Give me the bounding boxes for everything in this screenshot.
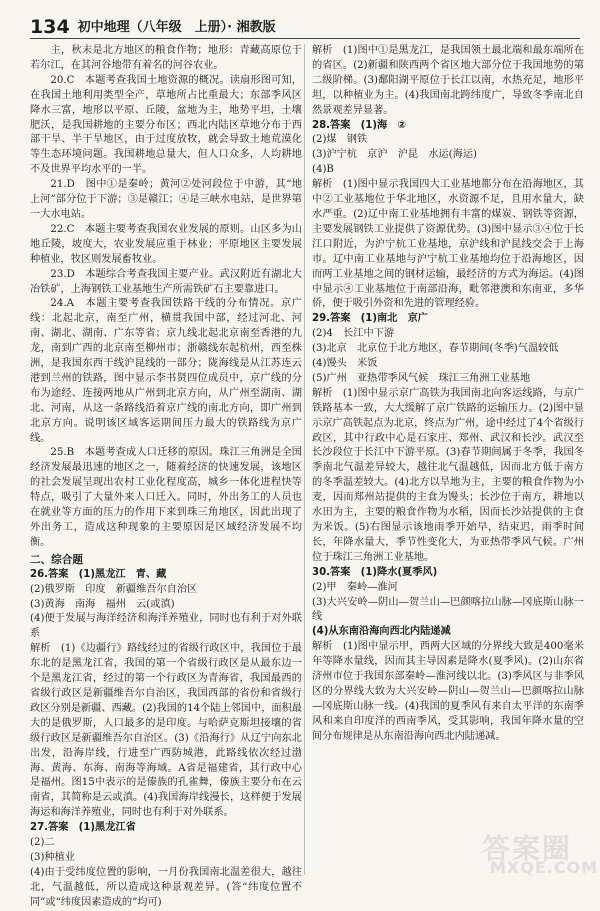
answer-26-analysis: 解析 (1)《边疆行》路线经过的省级行政区中，我国位于最东北的是黑龙江省，我国的第一个省级行政区是从最东边一个是黑龙江省，经过的第一个行政区为青海省，我国最西的省级行政区是新疆维吾尔自治区，我国西部的省份和省级行政区分别是新疆、西藏。(2)我国的14个陆上邻国中，面积最大的是俄罗斯，人口最多的是印度。与哈萨克斯坦接壤的省级行政区是新疆维吾尔自治区。(3)《沿海行》从辽宁向东北出发，沿海岸线，行进至广西防城港，此路线依次经过渤海、黄海、东海、南海等海域。A省是福建省，其行政中心是福州。图15中表示的是傣族的孔雀舞，傣族主要分布在云南省，其简称是云或滇。(4)我国海岸线漫长，这样便于发展海运和海洋养殖业，同时也有利于对外联系。 [30,643,302,819]
right-column [312,44,584,877]
page-number: 134 [30,16,70,38]
answer-28-line: (3)沪宁杭 京沪 沪昆 水运(海运) [312,149,478,161]
page-header [30,8,580,39]
answer-27-heading: 27.答案 (1)黑龙江省 [30,822,136,834]
answer-26-line: (4)便于发展与海洋经济和海洋养殖业，同时也有利于对外联系 [30,613,302,640]
answer-27-analysis: 解析 (1)图中①是黑龙江，是我国领土最北端和最东端所在的省区。(2)新疆和陕西两个省区地大部分位于我国地势的第二级阶梯。(3)鄱阳湖平原位于长江以南，水热充足，地形平坦，以种植业为主。(4)我国南北跨纬度广，导致冬季南北自然景观差异显著。 [312,45,584,116]
answer-28-analysis: 解析 (1)图中显示我国四大工业基地都分布在沿海地区，其中②工业基地位于华北地区，水资源不足，且用水量大，缺水严重。(2)辽中南工业基地拥有丰富的煤炭、钢铁等资源，主要发展钢铁工业提供了资源优势。(3)图中显示③④位于长江口附近，为沪宁杭工业基地，京沪线和沪昆线交会于上海市。辽中南工业基地与沪宁杭工业基地均位于沿海地区，因而两工业基地之间的钢材运输，最经济的方式为海运。(4)图中显示④工业基地位于南部沿海，毗邻港澳和东南亚，多华侨，便于吸引外资和先进的管理经验。 [312,179,584,310]
answer-26-line: (3)黄海 南海 福州 云(或滇) [30,598,175,610]
answer-29-heading: 29.答案 (1)南北 京广 [312,313,428,325]
watermark-logo [482,827,599,879]
watermark-url: MXQE.COM [490,858,599,877]
answer-24: 24.A 本题主要考查我国铁路干线的分布情况。京广线：北起北京，南至广州，横贯我国中部，经过河北、河南、湖北、湖南、广东等省；京九线北起北京南至香港的九龙，南到广西的北京南至柳州市；浙赣线东起杭州，西至株洲，是我国东西干线沪昆线的一部分；陇海线是从江苏连云港到兰州的铁路，图中显示李书贤四位成员中，京广线的分布为途经、连接两地从广州到北京方向，从广州至湖南、湖北、河南，从这一条路线沿着京广线的南北方向，即广州到北京方向。说明该区域客运期间压力最大的铁路线为京广线。 [30,298,302,444]
answer-29-line: (4)馒头 米饭 [312,358,378,370]
answer-28-heading: 28.答案 (1)海 ② [312,119,407,131]
answer-30-analysis: 解析 (1)图中显示甲，西两大区域的分界线大致是400毫米年等降水量线，因而其主导因素是降水(夏季风)。(2)山东省济州市位于我国东部秦岭—淮河线以北。(3)季风区与非季风区的分界线大致为大兴安岭—阴山—贺兰山—巴颜喀拉山脉—冈底斯山脉一线。(4)我国的夏季风有来自太平洋的东南季风和来自印度洋的西南季风，受其影响，我国年降水量的空间分布规律是从东南沿海向西北内陆递减。 [312,641,584,742]
column-divider [304,44,305,875]
answer-25: 25.B 本题考查成人口迁移的原因。珠江三角洲是全国经济发展最迅速的地区之一，随着经济的快速发展，该地区的社会发展呈现出农村工业化程度高，城乡一体化进程快等特点，吸引了大量外来人口迁入。同时，外出务工的人员也在就业等方面的压力的作用下来到珠三角地区，因此出现了外出务工，造成这种现象的主要原因是区域经济发展不均衡。 [30,447,302,548]
answer-27-line: (2)二 [30,837,55,849]
paragraph: 主，秋末是北方地区的粮食作物；地形：青藏高原位于若尔江，在其河谷地带有着名的河谷农业。 [30,45,302,71]
answer-30-line: (2)甲 秦岭—淮河 [312,581,398,593]
answer-28-line: (2)煤 钢铁 [312,134,368,146]
answer-23: 23.D 本题综合考查我国主要产业。武汉附近有湖北大冶铁矿，上海钢铁工业基地生产所需铁矿石主要靠进口。 [30,268,302,295]
section-heading: 二、综合题 [30,553,83,566]
answer-27-line: (3)种植业 [30,851,75,863]
answer-21: 21.D 图中①是秦岭；黄河②处河段位于中游，其“地上河”部分位于下游；③是赣江；④是三峡水电站，是世界第一大水电站。 [30,179,302,220]
answer-20: 20.C 本题考查我国土地资源的概况。读扇形图可知，在我国土地利用类型全产，草地所占比重最大；东部季风区降水三富，地形以平原、丘陵，盆地为主，地势平坦，土壤肥沃，是我国耕地的主要分布区；西北内陆区草地分布于西部干旱、半干旱地区，由于过度放牧，就会导致土地荒漠化等生态环境问题。我国耕地总量大，但人口众多，人均耕地不及世界平均水平的一半。 [30,74,302,176]
left-column [30,44,302,908]
answer-29-line: (2)4 长江中下游 [312,328,395,340]
answer-22: 22.C 本题主要考查我国农业发展的原则。山区多为山地丘陵，坡度大，农业发展应重于林业；平原地区主要发展种植业，牧区则发展畜牧业。 [30,223,302,265]
answer-26-heading: 26.答案 (1)黑龙江 青、藏 [30,568,167,580]
watermark-text: 答案圈 [482,832,573,865]
answer-29-analysis: 解析 (1)图中显示京广高铁为我国南北向客运线路，与京广铁路基本一致，大大缓解了京广铁路的运输压力。(2)图中显示京广高铁起点为北京，终点为广州，途中经过了4个省级行政区，其中行政中心是石家庄、郑州、武汉和长沙。武汉至长沙段位于长江中下游平原。(3)春节期间属于冬季，我国冬季南北气温差异较大，越往北气温越低，因而北方低于南方的冬季温差较大。(4)北方以旱地为主，主要的粮食作物为小麦，因而郑州站提供的主食为馒头；长沙位于南方，耕地以水田为主，主要的粮食作物为水稻，因而长沙站提供的主食为米饭。(5)右图显示该地雨季开始早，结束迟，雨季时间长，年降水量大，季节性变化大，为亚热带季风气候。广州位于珠江三角洲工业基地。 [312,387,584,563]
answer-29-line: (3)北京 北京位于北方地区，春节期间(冬季)气温较低 [312,343,559,355]
answer-27-line: (4)由于受纬度位置的影响，一月份我国南北温差很大，越往北，气温越低，所以造成这种景观差异。(答“纬度位置不同”或“纬度因素造成的”均可) [30,866,302,908]
answer-30-heading: 30.答案 (1)降水(夏季风) [312,566,438,578]
answer-30-line: (3)大兴安岭—阴山—贺兰山—巴颜喀拉山脉—冈底斯山脉一线 [312,596,584,623]
answer-26-line: (2)俄罗斯 印度 新疆维吾尔自治区 [30,583,198,595]
answer-28-line: (4)B [312,164,334,176]
answer-30-line: (4)从东南沿海向西北内陆递减 [312,626,451,638]
answer-29-line: (5)广州 亚热带季风气候 珠江三角洲工业基地 [312,372,531,384]
running-title: 初中地理（八年级 上册）· 湘教版 [77,20,276,35]
